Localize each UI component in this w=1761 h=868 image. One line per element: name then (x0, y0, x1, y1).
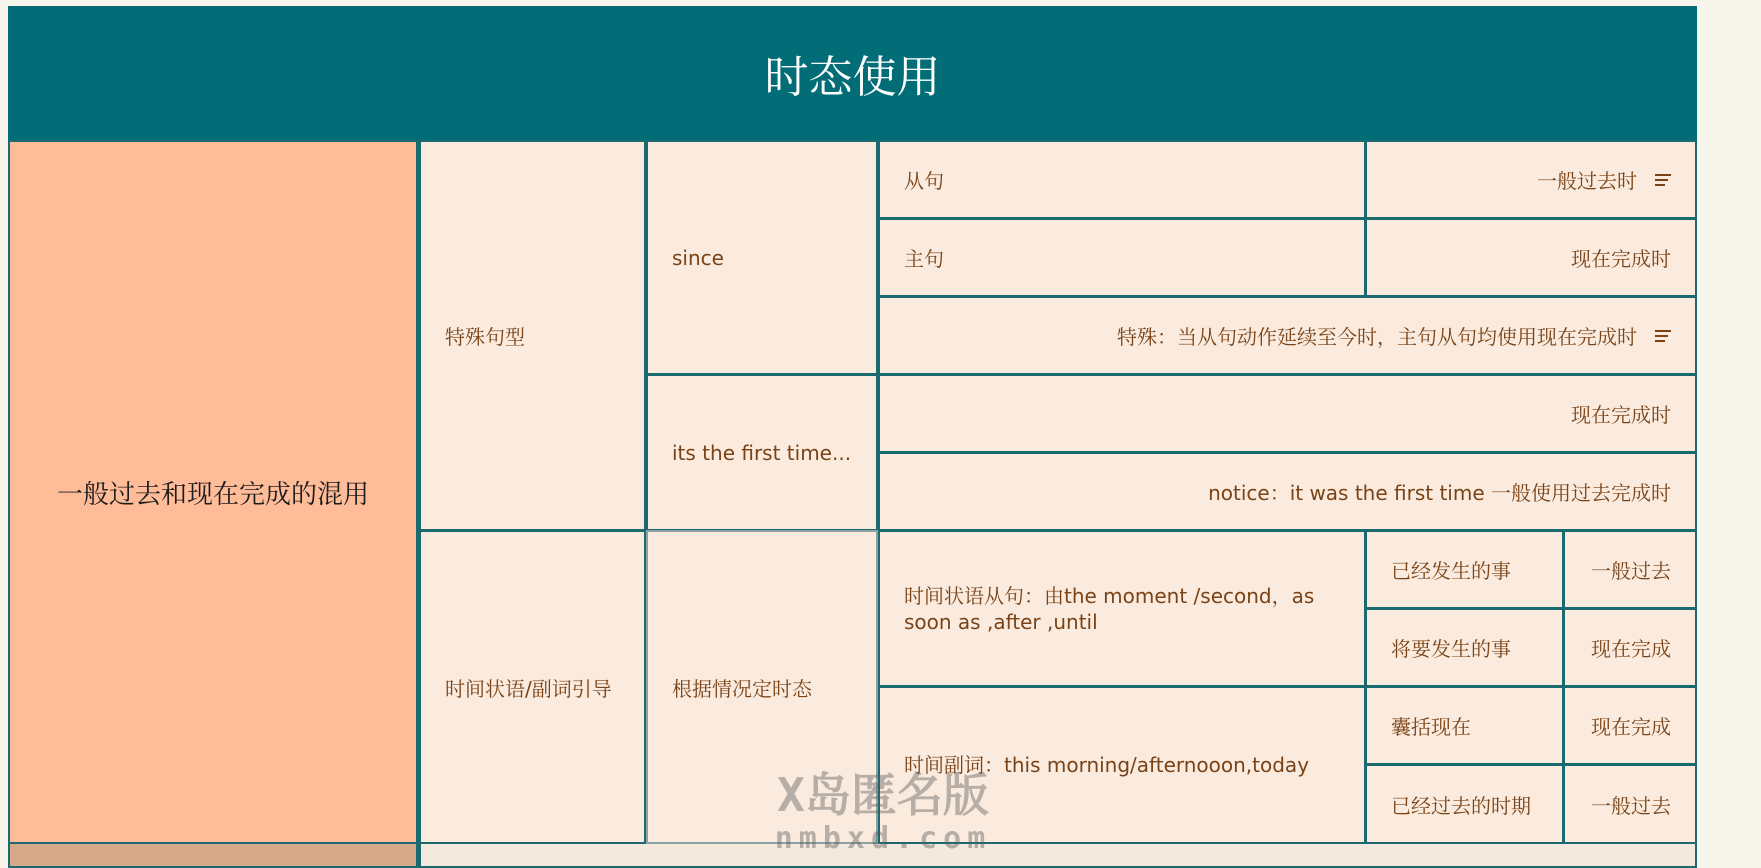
case-cell[interactable] (1367, 532, 1562, 607)
note-menu-icon[interactable] (1655, 330, 1671, 342)
tense-cell[interactable] (1565, 610, 1695, 685)
rule-cell[interactable] (646, 530, 878, 844)
first-time-cell[interactable] (648, 376, 876, 529)
case-label: 已经过去的时期 (1391, 793, 1531, 818)
main-clause-cell[interactable] (880, 220, 1364, 295)
first-time-notice-cell[interactable] (880, 454, 1695, 529)
case-label: 已经发生的事 (1391, 559, 1511, 583)
adverbial-cell[interactable] (421, 532, 644, 842)
since-label: since (672, 245, 724, 270)
next-topic-cell[interactable] (10, 844, 416, 866)
main-tense-cell[interactable] (1367, 220, 1695, 295)
first-time-notice: notice：it was the first time 一般使用过去完成时 (1208, 481, 1671, 505)
watermark-title: X岛匿名版 (777, 768, 989, 822)
first-time-tense-cell[interactable] (880, 376, 1695, 451)
adverbial-label: 时间状语/副词引导 (445, 676, 612, 701)
tense-cell[interactable] (1565, 688, 1695, 763)
next-row-cell[interactable] (421, 844, 1695, 866)
time-clause-label: 时间状语从句：由the moment /second，as soon as ,after ,until (904, 583, 1315, 634)
tense-cell[interactable] (1565, 532, 1695, 607)
tense-label: 一般过去 (1591, 793, 1671, 818)
note-menu-icon[interactable] (1655, 174, 1671, 186)
tense-label: 现在完成 (1591, 715, 1671, 739)
page-title-text: 时态使用 (764, 52, 941, 103)
case-label: 将要发生的事 (1391, 637, 1511, 661)
special-sentence-label: 特殊句型 (445, 325, 525, 349)
main-topic-cell[interactable] (10, 142, 416, 842)
since-cell[interactable] (648, 142, 876, 373)
page-title (8, 6, 1697, 140)
tense-label: 一般过去 (1591, 559, 1671, 583)
subordinate-clause-label: 从句 (904, 169, 944, 193)
tense-label: 现在完成 (1591, 637, 1671, 661)
subordinate-clause-cell[interactable] (880, 142, 1364, 217)
watermark-url: nmbxd.com (774, 821, 992, 856)
first-time-tense-label: 现在完成时 (1571, 403, 1671, 427)
case-cell[interactable] (1367, 610, 1562, 685)
subordinate-tense-cell[interactable] (1367, 142, 1695, 217)
since-special-note-cell[interactable] (880, 298, 1695, 373)
rule-label: 根据情况定时态 (672, 676, 812, 701)
time-adverb-cell[interactable] (880, 688, 1364, 842)
case-cell[interactable] (1367, 688, 1562, 763)
tense-cell[interactable] (1565, 766, 1695, 842)
main-clause-label: 主句 (904, 247, 944, 271)
main-topic-label: 一般过去和现在完成的混用 (56, 479, 369, 510)
time-adverb-label: 时间副词：this morning/afternooon,today (904, 753, 1310, 777)
case-label: 囊括现在 (1391, 715, 1471, 739)
time-clause-cell[interactable] (880, 532, 1364, 685)
subordinate-tense-label: 一般过去时 (1537, 169, 1637, 193)
special-sentence-cell[interactable] (421, 142, 644, 529)
case-cell[interactable] (1367, 766, 1562, 842)
first-time-label: its the first time... (672, 440, 852, 465)
since-special-note: 特殊：当从句动作延续至今时，主句从句均使用现在完成时 (1117, 325, 1637, 349)
main-tense-label: 现在完成时 (1571, 247, 1671, 271)
